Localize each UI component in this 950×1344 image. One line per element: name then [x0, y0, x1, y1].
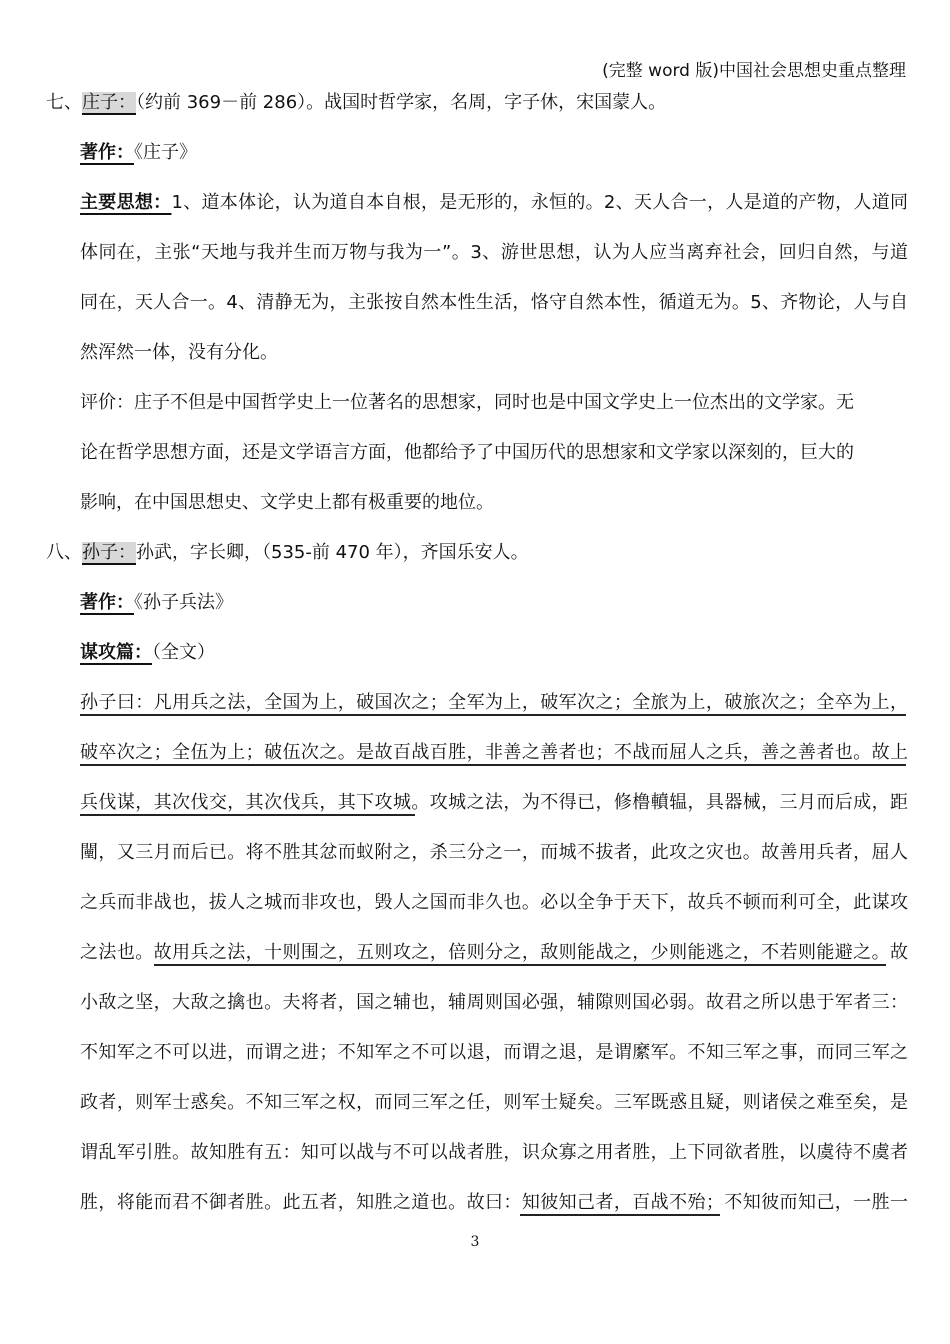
text-line: 小敌之坚，大敌之擒也。夫将者，国之辅也，辅周则国必强，辅隙则国必弱。故君之所以患于军者三：: [80, 992, 908, 1013]
page-number: 3: [470, 1234, 480, 1250]
section-7-heading: [46, 90, 666, 116]
ideas-line: 主要思想：1、道本体论，认为道自本自根，是无形的，永恒的。2、天人合一，人是道的产物，人道同: [80, 192, 909, 213]
passage-underline: [80, 764, 906, 766]
works-title: 《孙子兵法》: [134, 592, 233, 613]
passage-underline: [520, 1214, 720, 1216]
section-8-name: 孙子：: [82, 542, 136, 563]
chapter-heading: [80, 640, 215, 666]
works-label: 著作：: [80, 142, 134, 163]
works-title: 《庄子》: [134, 142, 197, 163]
section-7-works: [80, 140, 197, 166]
text-line: 之法也。故用兵之法，十则围之，五则攻之，倍则分之，敌则能战之，少则能逃之，不若则能避之。故: [80, 942, 908, 963]
passage-underline: [154, 964, 886, 966]
text-line: 破卒次之；全伍为上；破伍次之。是故百战百胜，非善之善者也；不战而屈人之兵，善之善者也。故上: [80, 742, 908, 763]
text-line: 胜，将能而君不御者胜。此五者，知胜之道也。故曰：知彼知己者，百战不殆；不知彼而知己，一胜一: [80, 1192, 908, 1213]
evaluation-line: 影响，在中国思想史、文学史上都有极重要的地位。: [80, 492, 494, 513]
ideas-line: 然浑然一体，没有分化。: [80, 342, 278, 363]
text-line: 谓乱军引胜。故知胜有五：知可以战与不可以战者胜，识众寡之用者胜，上下同欲者胜，以虞待不虞者: [80, 1142, 908, 1163]
text-line: 闉，又三月而后已。将不胜其忿而蚁附之，杀三分之一，而城不拔者，此攻之灾也。故善用兵者，屈人: [80, 842, 908, 863]
text-line: 不知军之不可以进，而谓之进；不知军之不可以退，而谓之退，是谓縻军。不知三军之事，而同三军之: [80, 1042, 908, 1063]
evaluation-line: 论在哲学思想方面，还是文学语言方面，他都给予了中国历代的思想家和文学家以深刻的，巨大的: [80, 442, 854, 463]
works-label: 著作：: [80, 592, 134, 613]
section-7-intro: （约前 369－前 286）。战国时哲学家，名周，字子休，宋国蒙人。: [136, 92, 667, 113]
passage-underline: [80, 814, 415, 816]
text-line: 孙子曰：凡用兵之法，全国为上，破国次之；全军为上，破军次之；全旅为上，破旅次之；全卒为上，: [80, 692, 908, 713]
section-8-heading: [46, 540, 529, 566]
section-8-works: [80, 590, 233, 616]
passage-underline: [80, 714, 906, 716]
section-7-name: 庄子：: [82, 92, 136, 113]
page-header: (完整 word 版)中国社会思想史重点整理: [602, 61, 906, 81]
section-8-number: 八、: [46, 542, 82, 563]
evaluation-line: 评价：庄子不但是中国哲学史上一位著名的思想家，同时也是中国文学史上一位杰出的文学家。无: [80, 392, 854, 413]
text-line: 之兵而非战也，拔人之城而非攻也，毁人之国而非久也。必以全争于天下，故兵不顿而利可全，此谋攻: [80, 892, 908, 913]
text-line: 政者，则军士惑矣。不知三军之权，而同三军之任，则军士疑矣。三军既惑且疑，则诸侯之难至矣，是: [80, 1092, 908, 1113]
chapter-label: 谋攻篇：: [80, 642, 152, 663]
ideas-line: 体同在，主张“天地与我并生而万物与我为一”。3、游世思想，认为人应当离弃社会，回归自然，与道: [80, 242, 908, 263]
text-line: 兵伐谋，其次伐交，其次伐兵，其下攻城。攻城之法，为不得已，修橹轒辒，具器械，三月而后成，距: [80, 792, 908, 813]
ideas-label: 主要思想：: [80, 192, 172, 213]
ideas-line: 同在，天人合一。4、清静无为，主张按自然本性生活，恪守自然本性，循道无为。5、齐物论，人与自: [80, 292, 908, 313]
chapter-note: （全文）: [152, 642, 215, 663]
section-8-intro: 孙武，字长卿，（535-前 470 年），齐国乐安人。: [136, 542, 529, 563]
section-7-number: 七、: [46, 92, 82, 113]
